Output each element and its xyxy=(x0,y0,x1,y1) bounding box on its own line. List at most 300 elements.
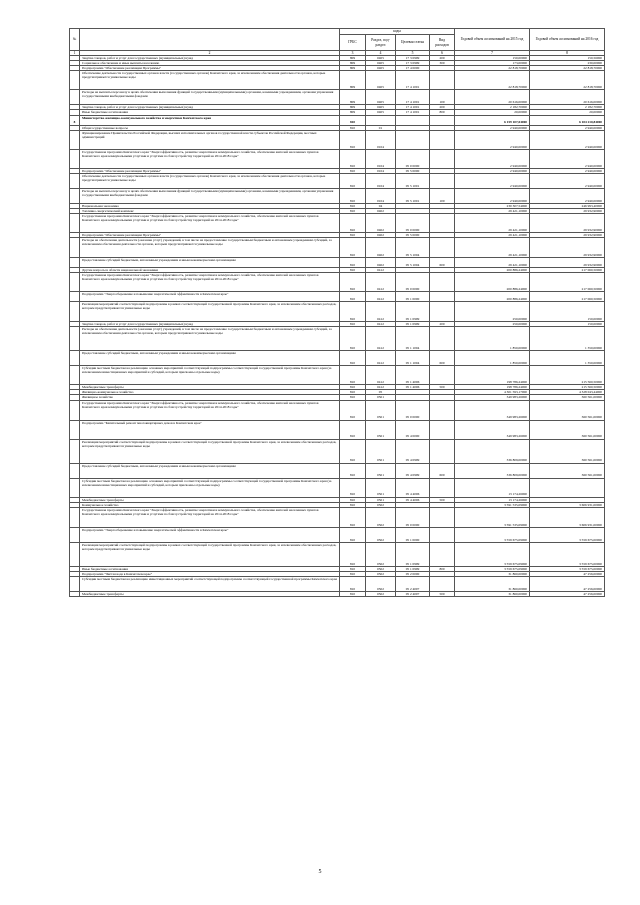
row-name: Обеспечение деятельности государственных органов власти (государственных органов) Камчатского края, за исключением обеспечения деятельности органов, которые предусматривается уникальные коды xyxy=(80,71,340,90)
row-grbs: 809 xyxy=(340,61,366,66)
row-vr xyxy=(430,507,455,527)
row-name: Подпрограмма "Энергосбережение и повышение энергетической эффективности в Камчатском крае" xyxy=(80,292,340,302)
row-2016: 360 561,00000 xyxy=(530,420,605,439)
row-razdel: 0502 xyxy=(366,502,396,507)
table-row xyxy=(70,478,605,497)
row-number xyxy=(70,273,80,292)
row-2015: 1 850,00000 xyxy=(455,327,530,351)
row-2016: 215 560,50000 xyxy=(530,385,605,390)
row-name: Коммунальное хозяйство xyxy=(80,502,340,507)
row-cs: 05 1 0999 xyxy=(396,322,430,327)
row-cs: 05 1 0999 xyxy=(396,566,430,571)
row-2016: 217 060,50000 xyxy=(530,273,605,292)
table-row xyxy=(70,213,605,232)
row-name: Расходы на обеспечение деятельности (оказание услуг) учреждений, в том числе на предоставление государственным бюджетным и автономным учреждениям субсидий, за исключением обеспечения деятельности органов, которым предусматриваются уникальные коды xyxy=(80,327,340,351)
row-vr: 600 xyxy=(430,258,455,268)
row-grbs: 810 xyxy=(340,542,366,566)
header-index: 2 xyxy=(80,51,340,56)
row-2016: 360 561,00000 xyxy=(530,439,605,463)
row-razdel: 0104 xyxy=(366,149,396,168)
row-cs: 05 5 1001 xyxy=(396,173,430,188)
row-2016: 3 606 931,00000 xyxy=(530,507,605,527)
row-cs: 05 4 4006 xyxy=(396,497,430,502)
row-razdel: 0501 xyxy=(366,478,396,497)
row-name: Межбюджетные трансферты xyxy=(80,385,340,390)
row-name: Предоставление субсидий бюджетным, автономным учреждениям и иным некоммерческим организациям xyxy=(80,351,340,366)
row-razdel: 0104 xyxy=(366,173,396,188)
row-grbs: 810 xyxy=(340,395,366,400)
row-razdel: 0412 xyxy=(366,268,396,273)
row-grbs: 809 xyxy=(340,66,366,71)
row-cs: 05 0 0000 xyxy=(396,213,430,232)
row-name: Государственная программа Камчатского края "Энергоэффективность, развитие энергетики и коммунального хозяйства, обеспечение жителей населенных пунктов Камчатского края коммунальными услугами и услугами по благоустройству территорий на 2014-2018 годы" xyxy=(80,149,340,168)
table-row xyxy=(70,366,605,385)
row-grbs: 809 xyxy=(340,56,366,61)
row-number xyxy=(70,149,80,168)
row-2016: 47 256,00000 xyxy=(530,576,605,591)
row-number xyxy=(70,366,80,385)
row-2016: 2 940,00000 xyxy=(530,125,605,130)
row-name: Расходы на выплаты персоналу в целях обеспечения выполнения функций государственными (муниципальными) органами, казенными учреждениями, органами управления государственными внебюджетными фондами xyxy=(80,188,340,203)
row-cs: 05 0 0000 xyxy=(396,507,430,527)
row-2015: 2 182,70000 xyxy=(455,105,530,110)
row-vr: 200 xyxy=(430,105,455,110)
row-name: Реализация мероприятий соответствующей подпрограммы в рамках соответствующей государственной программы Камчатского края, за исключением обеспеченных расходов, которым предусматриваются уникальные коды xyxy=(80,439,340,463)
header-index: 1 xyxy=(70,51,80,56)
row-razdel: 05 xyxy=(366,390,396,395)
row-cs: 05 1 1004 xyxy=(396,327,430,351)
row-grbs: 810 xyxy=(340,420,366,439)
row-razdel: 0412 xyxy=(366,351,396,366)
row-2016: 360 561,00000 xyxy=(530,400,605,420)
header-razdel: Раздел, под-раздел xyxy=(366,35,396,51)
row-cs: 17 4 0000 xyxy=(396,66,430,71)
row-razdel: 0405 xyxy=(366,61,396,66)
row-vr xyxy=(430,173,455,188)
row-2016: 6 104 210,84000 xyxy=(530,115,605,125)
row-2016: 3 559 675,00000 xyxy=(530,527,605,542)
row-2016: 217 060,50000 xyxy=(530,292,605,302)
row-number xyxy=(70,420,80,439)
row-2016: 29 932,90000 xyxy=(530,208,605,213)
row-2015: 2 940,00000 xyxy=(455,125,530,130)
row-cs: 05 0 0000 xyxy=(396,400,430,420)
row-razdel: 01 xyxy=(366,125,396,130)
row-grbs: 810 xyxy=(340,400,366,420)
row-number xyxy=(70,400,80,420)
row-cs: 05 4 0999 xyxy=(396,463,430,478)
row-vr: 300 xyxy=(430,61,455,66)
row-name: Межбюджетные трансферты xyxy=(80,497,340,502)
row-2015: 29 421,10000 xyxy=(455,208,530,213)
row-2015: 31 860,00000 xyxy=(455,571,530,576)
row-name: Подпрограмма "Чистая вода в Камчатском крае" xyxy=(80,571,340,576)
row-cs: 05 1 1004 xyxy=(396,351,430,366)
row-cs: 05 5 1001 xyxy=(396,188,430,203)
row-2016: 360 561,00000 xyxy=(530,463,605,478)
row-2015: 29 421,10000 xyxy=(455,258,530,268)
row-grbs: 810 xyxy=(340,507,366,527)
header-2016: Годовой объем ассигнований на 2016 год xyxy=(530,29,605,51)
row-number xyxy=(70,351,80,366)
row-vr xyxy=(430,478,455,497)
row-vr: 200 xyxy=(430,56,455,61)
row-grbs: 810 xyxy=(340,497,366,502)
row-vr xyxy=(430,327,455,351)
row-2016: 29 932,90000 xyxy=(530,238,605,258)
table-row xyxy=(70,149,605,168)
row-razdel: 0502 xyxy=(366,566,396,571)
row-2016: 20 616,00000 xyxy=(530,90,605,105)
table-row xyxy=(70,71,605,90)
row-vr: 200 xyxy=(430,322,455,327)
row-2015: 173,00000 xyxy=(455,61,530,66)
row-grbs: 810 xyxy=(340,390,366,395)
row-2015: 2 940,00000 xyxy=(455,173,530,188)
row-2016: 2 182,70000 xyxy=(530,105,605,110)
row-name: Иные бюджетные ассигнования xyxy=(80,110,340,115)
row-2015: 31 860,00000 xyxy=(455,576,530,591)
row-2016: 20,00000 xyxy=(530,110,605,115)
row-name: Расходы на выплаты персоналу в целях обеспечения выполнения функций государственными (муниципальными) органами, казенными учреждениями, органами управления государственными внебюджетными фондами xyxy=(80,90,340,105)
table-row xyxy=(70,507,605,527)
row-2015: 2 940,00000 xyxy=(455,188,530,203)
row-name: Обеспечение деятельности государственных органов власти (государственных органов) Камчатского края, за исключением обеспечения деятельности органов, которые предусматривается уникальные коды xyxy=(80,173,340,188)
row-cs xyxy=(396,130,430,149)
row-2016: 3 606 931,00000 xyxy=(530,502,605,507)
row-2015: 22 818,70000 xyxy=(455,71,530,90)
row-razdel: 0502 xyxy=(366,591,396,596)
row-2015: 13 174,26000 xyxy=(455,497,530,502)
row-name: Другие вопросы в области национальной экономики xyxy=(80,268,340,273)
table-row xyxy=(70,292,605,302)
row-number xyxy=(70,188,80,203)
row-grbs: 810 xyxy=(340,258,366,268)
row-name: Функционирование Правительства Российской Федерации, высших исполнительных органов государственной власти субъектов Российской Федерации, местных администраций xyxy=(80,130,340,149)
row-2016 xyxy=(530,478,605,497)
row-cs: 05 5 1004 xyxy=(396,258,430,268)
row-vr xyxy=(430,238,455,258)
row-cs: 05 2 4007 xyxy=(396,591,430,596)
row-2016: 2 940,00000 xyxy=(530,168,605,173)
row-grbs: 810 xyxy=(340,385,366,390)
row-number xyxy=(70,90,80,105)
table-row xyxy=(70,400,605,420)
row-name: Подпрограмма "Энергосбережение и повышение энергетической эффективности в Камчатском крае" xyxy=(80,527,340,542)
row-vr: 800 xyxy=(430,566,455,571)
row-2016: 150,00000 xyxy=(530,302,605,322)
row-2015: 336 809,00000 xyxy=(455,463,530,478)
row-cs: 05 5 0000 xyxy=(396,168,430,173)
row-grbs: 810 xyxy=(340,130,366,149)
row-name: Закупка товаров, работ и услуг для государственных (муниципальных) нужд xyxy=(80,56,340,61)
row-number xyxy=(70,238,80,258)
table-row xyxy=(70,527,605,542)
row-cs: 05 5 0000 xyxy=(396,232,430,237)
row-name: Субсидии местным бюджетам на реализацию основных мероприятий соответствующей подпрограммы соответствующей государственной программы Камчатского края (за исключением инвестиционных мероприятий и субсидий, которым присвоены отдельные коды) xyxy=(80,478,340,497)
header-codes: коды xyxy=(340,29,455,35)
table-row xyxy=(70,90,605,105)
row-2015: 349 983,26000 xyxy=(455,395,530,400)
row-razdel: 0412 xyxy=(366,385,396,390)
row-cs: 05 2 4007 xyxy=(396,576,430,591)
row-2015: 230 307,54000 xyxy=(455,203,530,208)
row-cs: 05 2 0000 xyxy=(396,571,430,576)
row-vr xyxy=(430,527,455,542)
row-grbs: 810 xyxy=(340,232,366,237)
row-vr xyxy=(430,149,455,168)
row-razdel: 0405 xyxy=(366,71,396,90)
row-razdel: 0412 xyxy=(366,273,396,292)
row-2016: 150,56000 xyxy=(530,56,605,61)
row-2015: 3 591 535,09000 xyxy=(455,502,530,507)
row-name: Закупка товаров, работ и услуг для государственных (муниципальных) нужд xyxy=(80,322,340,327)
row-name: Подпрограмма "Обеспечение реализации Программы" xyxy=(80,66,340,71)
row-2015: 13 174,26000 xyxy=(455,478,530,497)
row-razdel: 0405 xyxy=(366,110,396,115)
row-vr xyxy=(430,71,455,90)
row-razdel: 0502 xyxy=(366,542,396,566)
row-vr: 600 xyxy=(430,351,455,366)
row-2016: 22 818,70000 xyxy=(530,71,605,90)
row-cs: 17 3 0999 xyxy=(396,61,430,66)
row-2015: 3 559 675,09000 xyxy=(455,566,530,571)
row-name: Министерство жилищно-коммунального хозяйства и энергетики Камчатского края xyxy=(80,115,340,125)
row-grbs: 810 xyxy=(340,463,366,478)
row-cs xyxy=(396,115,430,125)
row-vr: 500 xyxy=(430,497,455,502)
row-grbs: 810 xyxy=(340,566,366,571)
row-2015: 3 559 675,09000 xyxy=(455,527,530,542)
row-razdel: 0501 xyxy=(366,395,396,400)
row-2016: 3 559 675,00000 xyxy=(530,566,605,571)
row-name: Государственная программа Камчатского края "Энергоэффективность, развитие энергетики и коммунального хозяйства, обеспечение жителей населенных пунктов Камчатского края коммунальными услугами и услугами по благоустройству территорий на 2014-2018 годы" xyxy=(80,213,340,232)
row-2016: 47 256,00000 xyxy=(530,571,605,576)
row-2016: 360 561,00000 xyxy=(530,395,605,400)
row-cs: 05 1 0000 xyxy=(396,292,430,302)
row-name: Реализация мероприятий соответствующей подпрограммы в рамках соответствующей государственной программы Камчатского края, за исключением обеспеченных расходов, которым предусматриваются уникальные коды xyxy=(80,542,340,566)
row-2016: 217 060,50000 xyxy=(530,268,605,273)
table-row xyxy=(70,302,605,322)
row-name: Реализация мероприятий соответствующей подпрограммы в рамках соответствующей государственной программы Камчатского края, за исключением обеспеченных расходов, которым предусматриваются уникальные коды xyxy=(80,302,340,322)
row-2015: 336 809,00000 xyxy=(455,439,530,463)
row-grbs: 810 xyxy=(340,273,366,292)
row-vr xyxy=(430,130,455,149)
row-2015: 22 818,70000 xyxy=(455,66,530,71)
header-2015: Годовой объем ассигнований на 2015 год xyxy=(455,29,530,51)
header-index: 4 xyxy=(366,51,396,56)
row-name: Государственная программа Камчатского края "Энергоэффективность, развитие энергетики и коммунального хозяйства, обеспечение жителей населенных пунктов Камчатского края коммунальными услугами и услугами по благоустройству территорий на 2014-2018 годы" xyxy=(80,507,340,527)
row-cs: 05 1 0000 xyxy=(396,527,430,542)
row-razdel: 0104 xyxy=(366,188,396,203)
header-blank xyxy=(80,29,340,51)
budget-sheet xyxy=(69,28,604,597)
table-row xyxy=(70,351,605,366)
row-grbs: 810 xyxy=(340,571,366,576)
row-number xyxy=(70,302,80,322)
row-cs: 05 0 0000 xyxy=(396,273,430,292)
row-2015: 250,00000 xyxy=(455,322,530,327)
row-name: Межбюджетные трансферты xyxy=(80,591,340,596)
row-grbs: 810 xyxy=(340,366,366,385)
table-row xyxy=(70,130,605,149)
row-2015: 2 940,00000 xyxy=(455,149,530,168)
table-row xyxy=(70,439,605,463)
row-2016: 246 993,40000 xyxy=(530,203,605,208)
row-number xyxy=(70,258,80,268)
row-razdel: 0501 xyxy=(366,497,396,502)
row-2016: 29 932,90000 xyxy=(530,232,605,237)
row-razdel: 0402 xyxy=(366,213,396,232)
row-number xyxy=(70,439,80,463)
row-grbs: 810 xyxy=(340,502,366,507)
row-grbs: 810 xyxy=(340,478,366,497)
row-cs: 05 1 4006 xyxy=(396,385,430,390)
row-razdel: 0104 xyxy=(366,168,396,173)
row-razdel: 0502 xyxy=(366,507,396,527)
row-2015: 198 786,24000 xyxy=(455,385,530,390)
row-grbs: 809 xyxy=(340,110,366,115)
row-name: Общегосударственные вопросы xyxy=(80,125,340,130)
row-grbs: 810 xyxy=(340,292,366,302)
table-row xyxy=(70,258,605,268)
row-grbs: 810 xyxy=(340,302,366,322)
row-grbs: 810 xyxy=(340,173,366,188)
row-razdel: 04 xyxy=(366,203,396,208)
row-number xyxy=(70,173,80,188)
row-grbs: 809 xyxy=(340,71,366,90)
row-vr xyxy=(430,400,455,420)
row-razdel: 0502 xyxy=(366,571,396,576)
row-2015: 29 421,10000 xyxy=(455,238,530,258)
row-2015: 349 983,26000 xyxy=(455,400,530,420)
row-grbs: 810 xyxy=(340,439,366,463)
row-cs: 05 4 4006 xyxy=(396,478,430,497)
table-row xyxy=(70,115,605,125)
row-2016: 3 559 675,00000 xyxy=(530,542,605,566)
table-row xyxy=(70,576,605,591)
row-grbs: 810 xyxy=(340,322,366,327)
row-grbs: 810 xyxy=(340,125,366,130)
table-row xyxy=(70,327,605,351)
row-cs: 17 4 1001 xyxy=(396,90,430,105)
row-razdel: 0501 xyxy=(366,463,396,478)
table-row xyxy=(70,238,605,258)
row-grbs: 810 xyxy=(340,527,366,542)
row-name: Предоставление субсидий бюджетным, автономным учреждениям и иным некоммерческим организациям xyxy=(80,463,340,478)
row-vr xyxy=(430,273,455,292)
row-vr xyxy=(430,366,455,385)
row-number xyxy=(70,463,80,478)
row-name: Субсидии местным бюджетам на реализацию инвестиционных мероприятий соответствующей подпрограммы соответствующей государственной программы Камчатского края xyxy=(80,576,340,591)
row-cs: 17 4 1001 xyxy=(396,110,430,115)
row-grbs: 809 xyxy=(340,90,366,105)
row-vr: 500 xyxy=(430,591,455,596)
row-cs: 05 4 0999 xyxy=(396,439,430,463)
row-razdel: 0412 xyxy=(366,322,396,327)
row-cs: 17 4 1001 xyxy=(396,105,430,110)
row-grbs: 810 xyxy=(340,149,366,168)
row-2016: 150,00000 xyxy=(530,322,605,327)
row-number xyxy=(70,527,80,542)
row-vr xyxy=(430,542,455,566)
row-2016: 2 940,00000 xyxy=(530,188,605,203)
row-razdel: 0412 xyxy=(366,366,396,385)
row-vr xyxy=(430,439,455,463)
row-name: Подпрограмма "Обеспечение реализации Программы" xyxy=(80,232,340,237)
row-razdel: 0405 xyxy=(366,105,396,110)
row-2016: 4 328 043,44000 xyxy=(530,390,605,395)
row-number xyxy=(70,478,80,497)
row-cs: 05 1 0999 xyxy=(396,542,430,566)
table-row xyxy=(70,420,605,439)
header-index: 6 xyxy=(430,51,455,56)
row-name: Предоставление субсидий бюджетным, автономным учреждениям и иным некоммерческим организациям xyxy=(80,258,340,268)
row-vr xyxy=(430,292,455,302)
row-vr: 800 xyxy=(430,110,455,115)
row-2016: 2 940,00000 xyxy=(530,149,605,168)
row-name: Расходы на обеспечение деятельности (оказание услуг) учреждений, в том числе на предоставление государственным бюджетным и автономным учреждениям субсидий, за исключением обеспечения деятельности органов, которым предусматриваются уникальные коды xyxy=(80,238,340,258)
row-2015: 6 159 107,04000 xyxy=(455,115,530,125)
row-grbs: 809 xyxy=(340,105,366,110)
row-2015: 200 886,24000 xyxy=(455,273,530,292)
budget-table xyxy=(69,28,605,597)
row-name: Национальная экономика xyxy=(80,203,340,208)
row-2016: 1 350,00000 xyxy=(530,351,605,366)
row-vr xyxy=(430,213,455,232)
row-2015: 1 850,00000 xyxy=(455,351,530,366)
row-razdel: 0405 xyxy=(366,56,396,61)
row-razdel: 0402 xyxy=(366,208,396,213)
header-index: 3 xyxy=(340,51,366,56)
row-razdel: 0412 xyxy=(366,302,396,322)
row-number xyxy=(70,327,80,351)
row-grbs: 810 xyxy=(340,576,366,591)
row-razdel: 0412 xyxy=(366,292,396,302)
row-number xyxy=(70,213,80,232)
row-grbs: 810 xyxy=(340,268,366,273)
row-number xyxy=(70,576,80,591)
row-grbs: 810 xyxy=(340,238,366,258)
row-razdel xyxy=(366,115,396,125)
row-cs: 05 1 0999 xyxy=(396,302,430,322)
row-2015: 29 421,10000 xyxy=(455,213,530,232)
header-cs: Целевая статья xyxy=(396,35,430,51)
row-cs: 17 4 1001 xyxy=(396,71,430,90)
row-razdel: 0501 xyxy=(366,420,396,439)
row-name: Закупка товаров, работ и услуг для государственных (муниципальных) нужд xyxy=(80,105,340,110)
row-cs: 05 1 4006 xyxy=(396,366,430,385)
row-cs: 17 3 0999 xyxy=(396,56,430,61)
header-grbs: ГРБС xyxy=(340,35,366,51)
row-vr xyxy=(430,115,455,125)
row-name: Социальное обеспечение и иные выплаты населению xyxy=(80,61,340,66)
row-name: Топливно-энергетический комплекс xyxy=(80,208,340,213)
row-2016: 22 818,70000 xyxy=(530,66,605,71)
row-vr: 500 xyxy=(430,385,455,390)
header-index: 7 xyxy=(455,51,530,56)
row-grbs: 810 xyxy=(340,115,366,125)
row-vr xyxy=(430,302,455,322)
row-2015: 2 940,00000 xyxy=(455,130,530,149)
row-2015: 20,00000 xyxy=(455,110,530,115)
row-name: Жилищное хозяйство xyxy=(80,395,340,400)
row-vr: 100 xyxy=(430,90,455,105)
row-number xyxy=(70,130,80,149)
row-2015: 2 940,00000 xyxy=(455,168,530,173)
row-2016: 1 350,00000 xyxy=(530,327,605,351)
row-razdel: 0104 xyxy=(366,130,396,149)
